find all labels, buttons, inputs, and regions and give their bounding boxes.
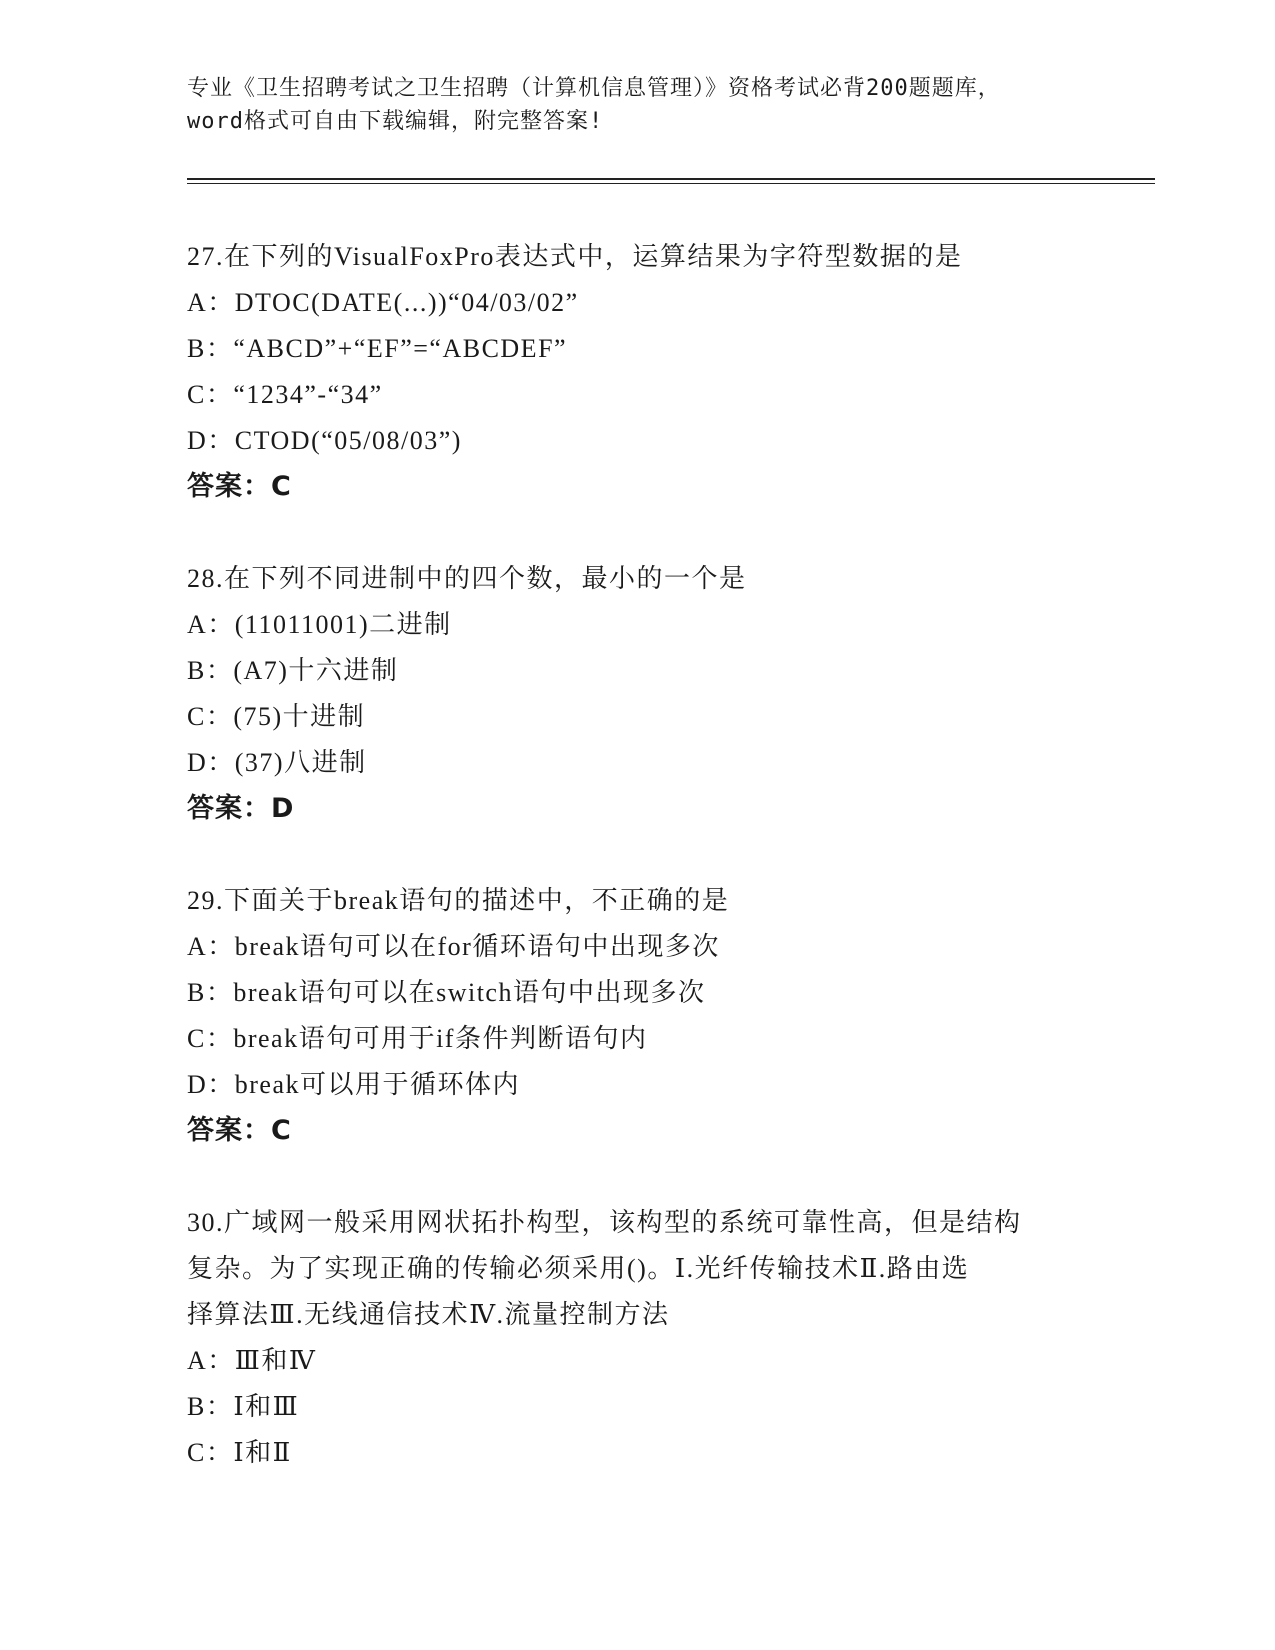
question-stem: 27.在下列的VisualFoxPro表达式中，运算结果为字符型数据的是: [187, 242, 963, 271]
answer-label: 答案：C: [187, 471, 292, 502]
question-stem: 29.下面关于break语句的描述中，不正确的是: [187, 886, 730, 915]
option-a: A：Ⅲ和Ⅳ: [187, 1346, 317, 1375]
option-d: D：(37)八进制: [187, 748, 367, 777]
option-c: C：“1234”-“34”: [187, 380, 383, 409]
answer-label: 答案：D: [187, 793, 295, 824]
question-28: [187, 556, 1087, 832]
option-b: B：(A7)十六进制: [187, 656, 399, 685]
option-a: A：break语句可以在for循环语句中出现多次: [187, 932, 720, 961]
question-stem: 28.在下列不同进制中的四个数，最小的一个是: [187, 564, 747, 593]
answer-label: 答案：C: [187, 1115, 292, 1146]
question-29: [187, 878, 1087, 1154]
header-title-line-2: word格式可自由下载编辑，附完整答案!: [187, 109, 604, 134]
header-divider-thin: [187, 183, 1155, 184]
option-b: B：Ⅰ和Ⅲ: [187, 1392, 300, 1421]
question-stem-line-1: 30.广域网一般采用网状拓扑构型，该构型的系统可靠性高，但是结构: [187, 1208, 1022, 1237]
option-c: C：Ⅰ和Ⅱ: [187, 1438, 292, 1467]
question-stem-line-2: 复杂。为了实现正确的传输必须采用()。Ⅰ.光纤传输技术Ⅱ.路由选: [187, 1254, 970, 1283]
option-d: D：CTOD(“05/08/03”): [187, 426, 462, 455]
option-c: C：(75)十进制: [187, 702, 366, 731]
option-c: C：break语句可用于if条件判断语句内: [187, 1024, 648, 1053]
header-title-line-1: 专业《卫生招聘考试之卫生招聘（计算机信息管理）》资格考试必背200题题库，: [187, 76, 1001, 101]
option-a: A：(11011001)二进制: [187, 610, 452, 639]
option-a: A：DTOC(DATE(...))“04/03/02”: [187, 288, 579, 317]
document-header: [187, 72, 1087, 138]
option-d: D：break可以用于循环体内: [187, 1070, 521, 1099]
header-divider-thick: [187, 178, 1155, 180]
option-b: B：break语句可以在switch语句中出现多次: [187, 978, 706, 1007]
question-stem-line-3: 择算法Ⅲ.无线通信技术Ⅳ.流量控制方法: [187, 1300, 670, 1329]
question-27: [187, 234, 1087, 510]
question-list: [187, 234, 1087, 1522]
question-30: [187, 1200, 1087, 1476]
option-b: B：“ABCD”+“EF”=“ABCDEF”: [187, 334, 568, 363]
